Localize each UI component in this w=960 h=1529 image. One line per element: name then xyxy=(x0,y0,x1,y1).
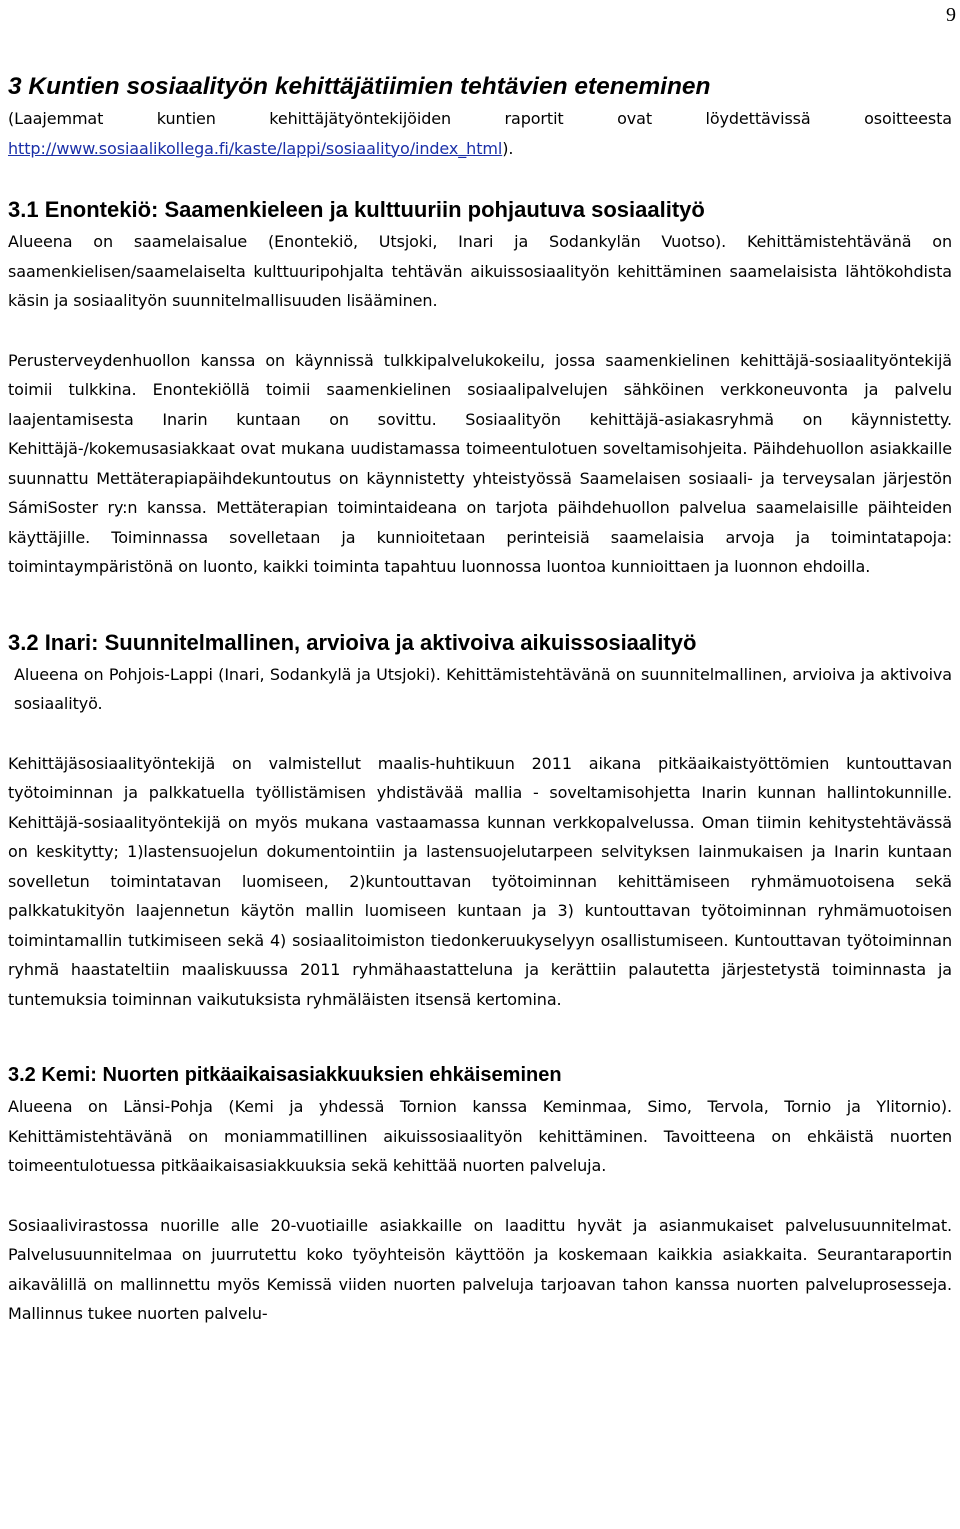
section-heading-kemi: 3.2 Kemi: Nuorten pitkäaikaisasiakkuuksien ehkäiseminen xyxy=(8,1064,562,1086)
intro-text: (Laajemmat kuntien kehittäjätyöntekijöiden raportit ovat löydettävissä osoitteesta xyxy=(8,109,952,128)
section-paragraph: Alueena on Länsi-Pohja (Kemi ja yhdessä Tornion kanssa Keminmaa, Simo, Tervola, Tornio ja Ylitornio). Kehittämistehtävänä on moniammatillinen aikuissosiaalityön kehittäminen. Tavoitteena on ehkäistä nuorten toimeentulotuessa pitkäaikaisasiakkuuksia sekä kehittää nuorten palveluja. xyxy=(8,1097,952,1175)
section-paragraph: Sosiaalivirastossa nuorille alle 20-vuotiaille asiakkaille on laadittu hyvät ja asianmukaiset palvelusuunnitelmat. Palvelusuunnitelmaa on juurrutettu koko työyhteisön käyttöön ja koskemaan kaikkia asiakkaita. Seurantaraportin aikavälillä on mallinnettu myös Kemissä viiden nuorten palveluja tarjoavan tahon kanssa nuorten palveluprosesseja. Mallinnus tukee nuorten palvelu- xyxy=(8,1215,952,1323)
intro-text-end: ). xyxy=(502,138,514,158)
section-heading-enontekio: 3.1 Enontekiö: Saamenkieleen ja kulttuuriin pohjautuva sosiaalityö xyxy=(8,197,705,222)
chapter-title: 3 Kuntien sosiaalityön kehittäjätiimien tehtävien eteneminen xyxy=(8,73,711,100)
section-paragraph: Kehittäjäsosiaalityöntekijä on valmistellut maalis-huhtikuun 2011 aikana pitkäaikaistyöttömien kuntouttavan työtoiminnan ja palkkatuella työllistämisen yhdistävää mallia - soveltamisohjetta Inarin kunnan hallintokunnille. Kehittäjä-sosiaalityöntekijä on myös mukana vastaamassa kunnan verkkopalvelussa. Oman tiimin kehitystehtävässä on keskitytty; 1)lastensuojelun dokumentointiin ja lastensuojelutarpeen selvityksen lainmukaisen ja Inarin kuntaan sovelletun toimintatavan luomiseen, 2)kuntouttavan työtoiminnan kehittämiseen ryhmämuotoisena sekä palkkatukityön laajennetun käytön mallin luomiseen kuntaan ja 3) kuntouttavan työtoiminnan ryhmämuotoisen toimintamallin tutkimiseen sekä 4) sosiaalitoimiston tiedonkeruukyselyyn osallistumiseen. Kuntouttavan työtoiminnan ryhmä haastateltiin maaliskuussa 2011 ryhmähaastatteluna ja kerättiin palautetta järjestetystä toiminnasta ja tuntemuksia toiminnan vaikutuksista ryhmäläisten itsensä kertomina. xyxy=(8,753,952,1009)
chapter-intro xyxy=(8,104,952,163)
section-paragraph: Alueena on Pohjois-Lappi (Inari, Sodankylä ja Utsjoki). Kehittämistehtävänä on suunnitelmallinen, arvioiva ja aktivoiva sosiaalityö. xyxy=(14,664,952,713)
section-paragraph: Alueena on saamelaisalue (Enontekiö, Utsjoki, Inari ja Sodankylän Vuotso). Kehittämistehtävänä on saamenkielisen/saamelaiselta kulttuuripohjalta tehtävän aikuissosiaalityön kehittäminen saamelaisista lähtökohdista käsin ja sosiaalityön suunnitelmallisuuden lisääminen. xyxy=(8,232,952,310)
page-number: 9 xyxy=(946,4,956,26)
section-paragraph: Perusterveydenhuollon kanssa on käynnissä tulkkipalvelukokeilu, jossa saamenkielinen kehittäjä-sosiaalityöntekijä toimii tulkkina. Enontekiöllä toimii saamenkielinen sosiaalipalvelujen sähköinen verkkoneuvonta ja palvelu laajentamisesta Inarin kuntaan on sovittu. Sosiaalityön kehittäjä-asiakasryhmä on käynnistetty. Kehittäjä-/kokemusasiakkaat ovat mukana uudistamassa toimeentulotuen soveltamisohjeita. Päihdehuollon asiakkaille suunnattu Mettäterapiapäihdekuntoutus on käynnistetty yhteistyössä Saamelaisen sosiaali- ja terveysalan järjestön SámiSoster ry:n kanssa. Mettäterapian toimintaideana on tarjota päihdehuollon palvelua saamelaisille päihteiden käyttäjille. Toiminnassa sovelletaan ja kunnioitetaan perinteisiä saamelaisia arvoja ja toimintatapoja: toimintaympäristönä on luonto, kaikki toiminta tapahtuu luonnossa luontoa kunnioittaen ja luonnon ehdoilla. xyxy=(8,350,952,576)
document-body xyxy=(8,70,952,1329)
report-link[interactable]: http://www.sosiaalikollega.fi/kaste/lappi/sosiaalityo/index_html xyxy=(8,138,503,158)
section-heading-inari: 3.2 Inari: Suunnitelmallinen, arvioiva ja aktivoiva aikuissosiaalityö xyxy=(8,629,697,655)
